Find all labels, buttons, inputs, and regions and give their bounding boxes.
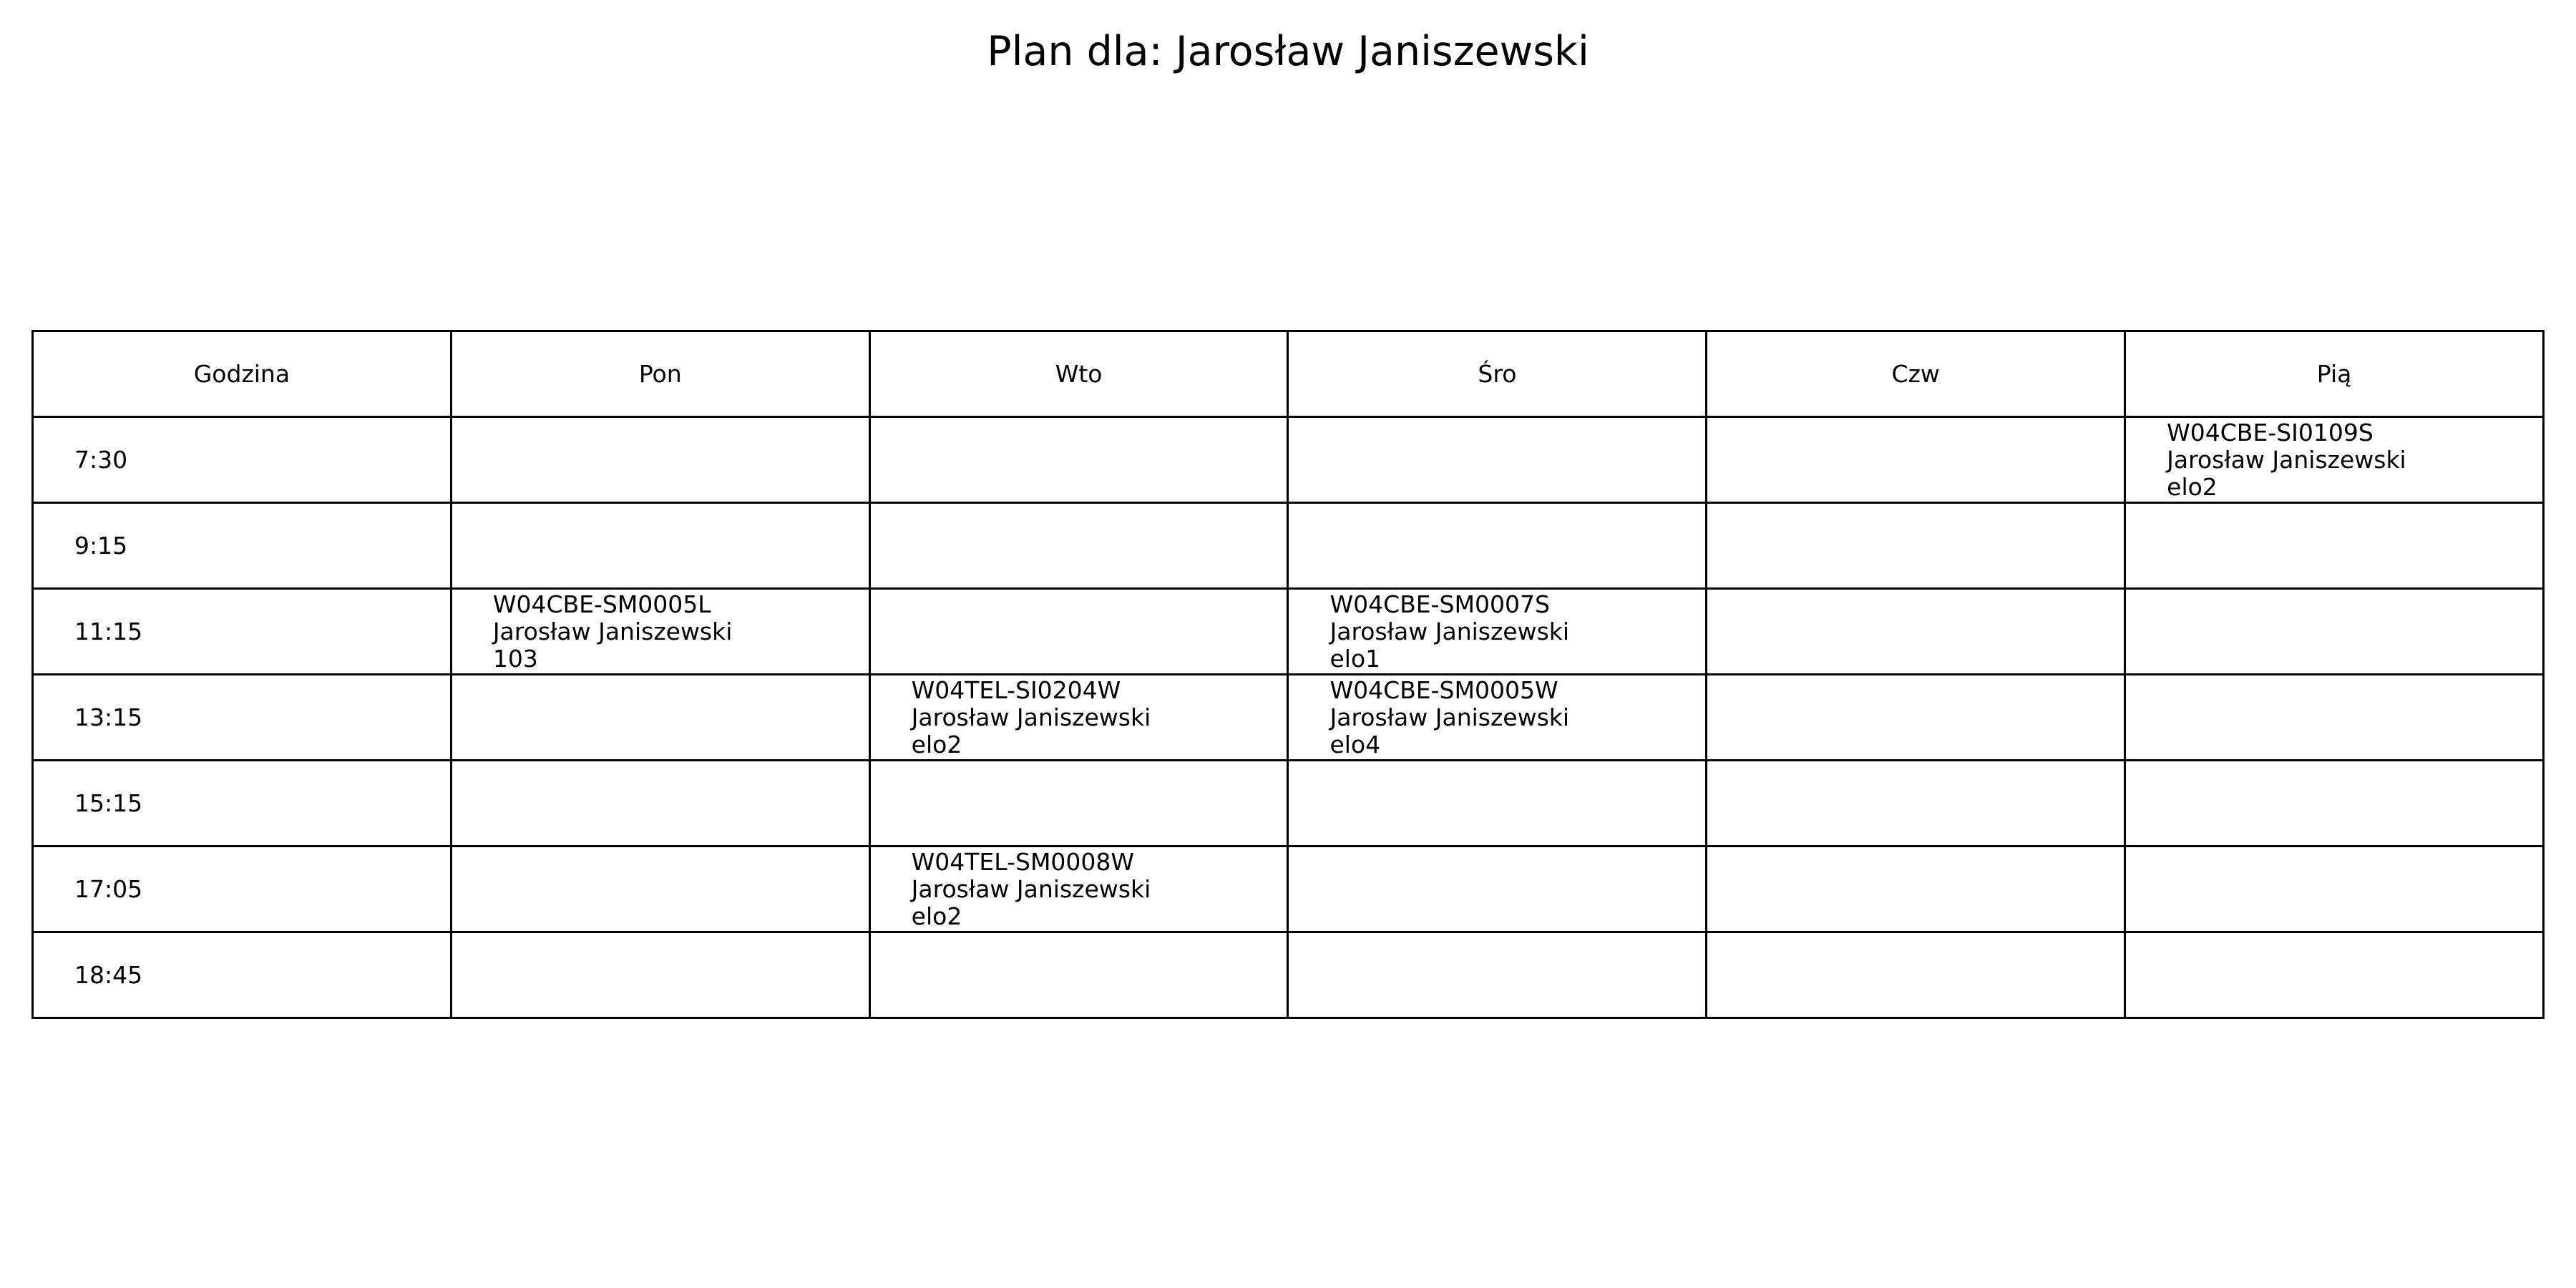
schedule-cell [869,417,1288,503]
room-number: 103 [492,644,538,673]
schedule-cell [1288,417,1707,503]
time-cell: 9:15 [33,503,452,589]
schedule-cell [2125,761,2544,847]
schedule-cell [2125,417,2544,503]
teacher-name: Jarosław Janiszewski [2167,445,2406,474]
teacher-name: Jarosław Janiszewski [1330,703,1570,731]
schedule-cell [451,932,869,1018]
schedule-cell [869,761,1288,847]
course-code: W04TEL-SM0008W [911,847,1135,876]
schedule-table [31,330,2545,1019]
class-entry [493,591,869,673]
class-entry [1330,677,1705,758]
schedule-cell [451,503,869,589]
schedule-cell [2125,503,2544,589]
time-cell: 15:15 [33,761,452,847]
schedule-cell [869,675,1288,761]
class-entry [912,849,1287,930]
table-row [33,417,2544,503]
teacher-name: Jarosław Janiszewski [911,703,1151,731]
schedule-cell [1707,847,2125,932]
table-row [33,503,2544,589]
column-header-mon: Pon [451,331,869,417]
schedule-cell [1707,932,2125,1018]
column-header-wed: Śro [1288,331,1707,417]
schedule-cell [2125,847,2544,932]
time-cell: 17:05 [33,847,452,932]
table-row [33,589,2544,675]
schedule-cell [869,847,1288,932]
time-cell: 13:15 [33,675,452,761]
course-code: W04CBE-SM0005W [1330,675,1558,704]
schedule-cell [1288,675,1707,761]
schedule-cell [1288,761,1707,847]
schedule-cell [869,503,1288,589]
course-code: W04CBE-SI0109S [2167,418,2373,447]
schedule-cell [869,932,1288,1018]
class-entry [1330,591,1705,673]
room-number: elo2 [911,902,962,930]
table-row [33,675,2544,761]
room-number: elo2 [2167,472,2218,501]
header-row [33,331,2544,417]
schedule-cell [1288,503,1707,589]
schedule-cell [451,589,869,675]
schedule-cell [2125,932,2544,1018]
room-number: elo2 [911,730,962,758]
time-cell: 18:45 [33,932,452,1018]
room-number: elo4 [1330,730,1381,758]
teacher-name: Jarosław Janiszewski [911,874,1151,903]
column-header-hour: Godzina [33,331,452,417]
schedule-cell [1288,847,1707,932]
table-row [33,847,2544,932]
schedule-cell [1707,761,2125,847]
schedule-cell [1707,589,2125,675]
column-header-tue: Wto [869,331,1288,417]
schedule-cell [2125,675,2544,761]
schedule-cell [451,675,869,761]
class-entry [912,677,1287,758]
column-header-thu: Czw [1707,331,2125,417]
course-code: W04TEL-SI0204W [911,675,1121,704]
schedule-cell [869,589,1288,675]
course-code: W04CBE-SM0007S [1330,590,1550,618]
table-row [33,932,2544,1018]
schedule-cell [2125,589,2544,675]
schedule-cell [1707,503,2125,589]
schedule-cell [1288,932,1707,1018]
time-cell: 11:15 [33,589,452,675]
teacher-name: Jarosław Janiszewski [492,617,733,645]
schedule-cell [451,847,869,932]
page-title: Plan dla: Jarosław Janiszewski [987,28,1589,75]
table-row [33,761,2544,847]
time-cell: 7:30 [33,417,452,503]
schedule-cell [451,761,869,847]
schedule-cell [1707,417,2125,503]
class-entry [2167,419,2542,501]
room-number: elo1 [1330,644,1381,673]
schedule-cell [451,417,869,503]
schedule-cell [1707,675,2125,761]
schedule-cell [1288,589,1707,675]
teacher-name: Jarosław Janiszewski [1330,617,1570,645]
course-code: W04CBE-SM0005L [492,590,711,618]
column-header-fri: Pią [2125,331,2544,417]
